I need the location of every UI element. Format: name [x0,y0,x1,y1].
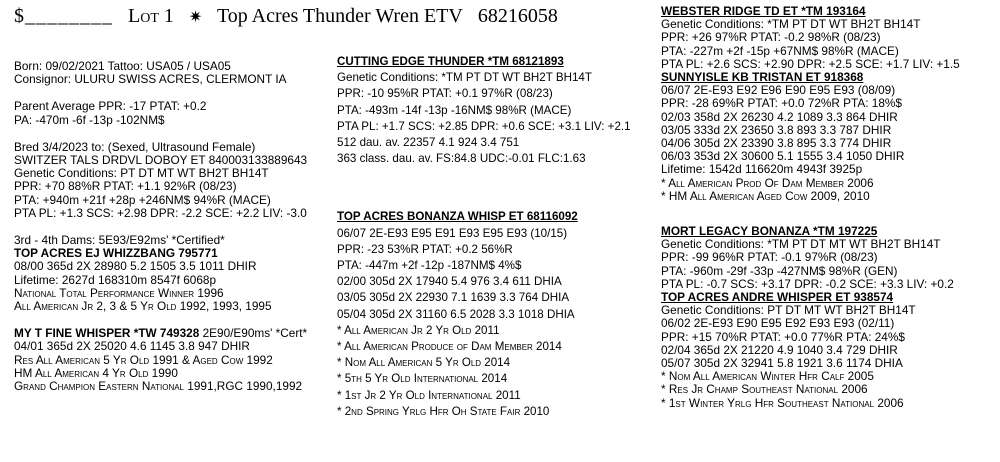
price-blank: $________ [14,5,113,27]
middle-column [337,55,649,418]
dam-line-5: 03/05 305d 2X 22930 7.1 1639 3.3 764 DHIA [337,291,570,305]
dam-award-5: * 1st Jr 2 Yr Old International 2011 [337,388,521,402]
sire-line-1: Genetic Conditions: *TM PT DT WT BH2T BH14T [337,71,592,85]
lot-number: Lot 1 [128,5,174,27]
dam-line-6: 05/04 305d 2X 31160 6.5 2028 3.3 1018 DHIA [337,307,575,321]
mgd2-award-1: * Nom All American Winter Hfr Calf 2005 [661,369,874,384]
mgs-line-3: PTA: -227m +2f -15p +67NM$ 98%R (MACE) [661,43,899,58]
mgd-line-5: 04/06 305d 2X 23390 3.8 895 3.3 774 DHIR [661,136,892,151]
parent-average-ppr: Parent Average PPR: -17 PTAT: +0.2 [14,99,207,114]
mgd2-line-1: Genetic Conditions: PT DT MT WT BH2T BH14T [661,303,916,318]
sire-name: CUTTING EDGE THUNDER *TM 68121893 [337,55,564,68]
born-line: Born: 09/02/2021 Tattoo: USA05 / USA05 [14,59,231,73]
mgd2-award-3: * 1st Winter Yrlg Hfr Southeast National 2006 [661,395,904,410]
mgs-line-1: Genetic Conditions: *TM PT DT WT BH2T BH14T [661,17,921,32]
dam3-record-2: Lifetime: 2627d 168310m 8547f 6068p [14,272,217,287]
bred-genetic: Genetic Conditions: PT DT MT WT BH2T BH14T [14,166,269,181]
sire-line-2: PPR: -10 95%R PTAT: +0.1 97%R (08/23) [337,87,553,101]
mgs-name: WEBSTER RIDGE TD ET *TM 193164 [661,4,866,18]
dam-award-4: * 5th 5 Yr Old International 2014 [337,372,508,386]
bred-line: Bred 3/4/2023 to: (Sexed, Ultrasound Female) [14,139,256,154]
mgd-line-4: 03/05 333d 2X 23650 3.8 893 3.3 787 DHIR [661,122,892,137]
mgd2-line-2: 06/02 2E-E93 E90 E95 E92 E93 E93 (02/11) [661,316,895,331]
dam4-award-1: Res All American 5 Yr Old 1991 & Aged Cow 1992 [14,352,273,367]
dam-line-2: PPR: -23 53%R PTAT: +0.2 56%R [337,242,513,256]
dam-award-1: * All American Jr 2 Yr Old 2011 [337,323,500,337]
mgd2-line-5: 05/07 305d 2X 32941 5.8 1921 3.6 1174 DHIA [661,356,903,371]
bred-ppr: PPR: +70 88%R PTAT: +1.1 92%R (08/23) [14,179,237,194]
dam4-record-1: 04/01 365d 2X 25020 4.6 1145 3.8 947 DHIR [14,339,250,354]
sire-line-6: 363 class. dau. av. FS:84.8 UDC:-0.01 FLC:1.63 [337,152,586,166]
dam-award-2: * All American Produce of Dam Member 2014 [337,340,562,354]
mgs2-name: MORT LEGACY BONANZA *TM 197225 [661,224,878,239]
lot-title [14,2,558,30]
mgs2-line-3: PTA: -960m -29f -33p -427NM$ 98%R (GEN) [661,263,898,278]
dam4-extra: 2E90/E90ms' *Cert* [199,326,308,341]
mgd2-award-2: * Res Jr Champ Southeast National 2006 [661,382,868,397]
mgd2-line-3: PPR: +15 70%R PTAT: +0.0 77%R PTA: 24%$ [661,329,905,344]
dam4-name: MY T FINE WHISPER *TW 749328 [14,326,200,341]
sire-line-4: PTA PL: +1.7 SCS: +2.85 DPR: +0.6 SCE: +3.1 LIV: +2.1 [337,119,631,133]
dam3-award-2: All American Jr 2, 3 & 5 Yr Old 1992, 1993, 1995 [14,299,272,314]
parent-average-pa: PA: -470m -6f -13p -102NM$ [14,112,165,127]
dam-line-4: 02/00 305d 2X 17940 5.4 976 3.4 611 DHIA [337,275,562,289]
mgd-line-1: 06/07 2E-E93 E92 E96 E90 E95 E93 (08/09) [661,83,896,98]
mgd-award-2: * HM All American Aged Cow 2009, 2010 [661,188,870,203]
star-icon: ✷ [188,9,203,26]
mgd-award-1: * All American Prod Of Dam Member 2006 [661,175,874,190]
mgs2-line-2: PPR: -99 96%R PTAT: -0.1 97%R (08/23) [661,250,878,265]
dam-line-1: 06/07 2E-E93 E95 E91 E93 E95 E93 (10/15) [337,226,568,240]
dam-award-6: * 2nd Spring Yrlg Hfr Oh State Fair 2010 [337,404,550,418]
mgd-name: SUNNYISLE KB TRISTAN ET 918368 [661,70,864,85]
dam-award-3: * Nom All American 5 Yr Old 2014 [337,356,511,370]
registration-number: 68216058 [477,5,558,27]
bred-pta-pl: PTA PL: +1.3 SCS: +2.98 DPR: -2.2 SCE: +2.2 LIV: -3.0 [14,205,307,220]
dam3-name: TOP ACRES EJ WHIZZBANG 795771 [14,246,218,261]
consignor-line: Consignor: ULURU SWISS ACRES, CLERMONT IA [14,72,287,87]
mgd-line-7: Lifetime: 1542d 116620m 4943f 3925p [661,162,863,177]
mgs2-line-1: Genetic Conditions: *TM PT DT MT WT BH2T BH14T [661,237,941,252]
mgs2-line-4: PTA PL: -0.7 SCS: +3.17 DPR: -0.2 SCE: +3.3 LIV: +0.2 [661,276,954,291]
bred-bull: SWITZER TALS DRDVL DOBOY ET 840003133889643 [14,153,308,168]
dam-name: TOP ACRES BONANZA WHISP ET 68116092 [337,210,578,224]
sire-line-3: PTA: -493m -14f -13p -16NM$ 98%R (MACE) [337,103,572,117]
dam4-award-2: HM All American 4 Yr Old 1990 [14,365,178,380]
mgs-line-4: PTA PL: +2.6 SCS: +2.90 DPR: +2.5 SCE: +1.7 LIV: +1.5 [661,56,960,71]
dam-line-3: PTA: -447m +2f -12p -187NM$ 4%$ [337,259,522,273]
animal-name: Top Acres Thunder Wren ETV [216,5,463,27]
dam3-award-1: National Total Performance Winner 1996 [14,285,224,300]
mgd2-name: TOP ACRES ANDRE WHISPER ET 938574 [661,290,894,305]
dams-header: 3rd - 4th Dams: 5E93/E92ms' *Certified* [14,233,225,248]
sire-line-5: 512 dau. av. 22357 4.1 924 3.4 751 [337,136,520,150]
mgs-line-2: PPR: +26 97%R PTAT: -0.2 98%R (08/23) [661,30,881,45]
dam3-record-1: 08/00 365d 2X 28980 5.2 1505 3.5 1011 DHIR [14,259,257,274]
mgd-line-6: 06/03 353d 2X 30600 5.1 1555 3.4 1050 DHIR [661,149,905,164]
mgd-line-3: 02/03 358d 2X 26230 4.2 1089 3.3 864 DHIR [661,109,898,124]
dam4-award-3: Grand Champion Eastern National 1991,RGC 1990,1992 [14,379,303,394]
mgd-line-2: PPR: -28 69%R PTAT: +0.0 72%R PTA: 18%$ [661,96,902,111]
bred-pta: PTA: +940m +21f +28p +246NM$ 94%R (MACE) [14,192,271,207]
right-column [661,5,996,410]
mgd2-line-4: 02/04 365d 2X 21220 4.9 1040 3.4 729 DHIR [661,342,898,357]
